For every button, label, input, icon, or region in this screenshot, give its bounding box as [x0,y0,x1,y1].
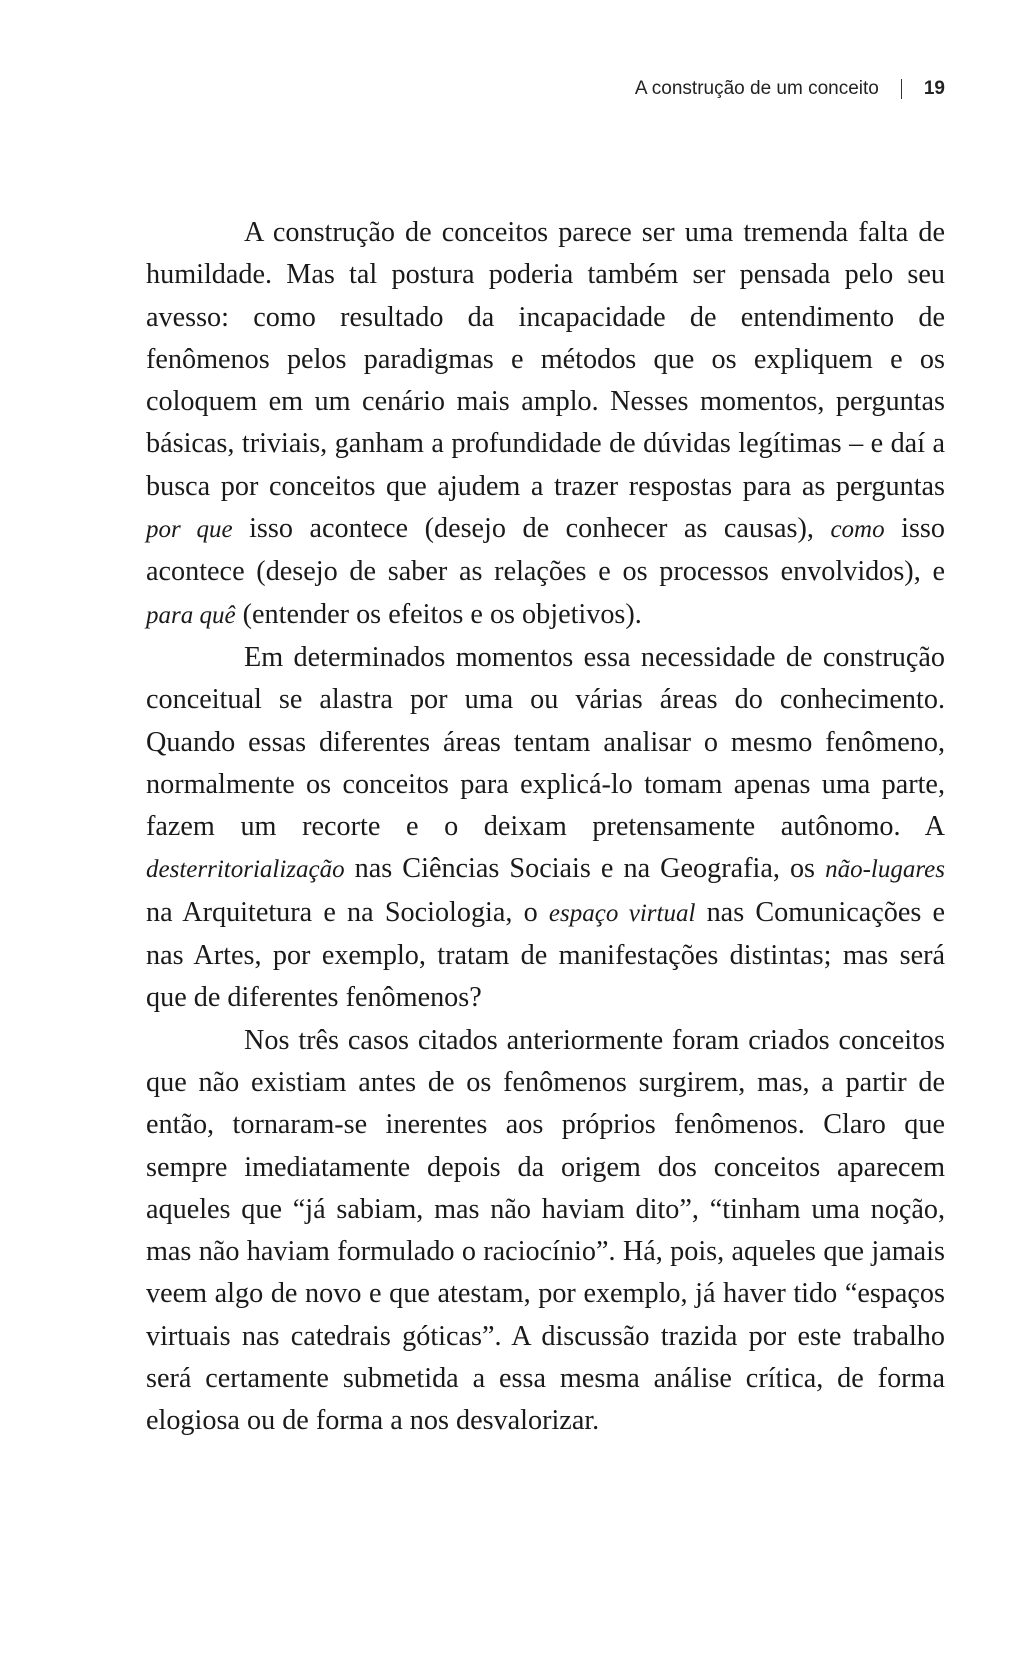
running-header [635,78,945,100]
running-title: A construção de um conceito [634,78,879,99]
italic-term: não-lugares [825,856,945,884]
paragraph-1 [146,212,945,637]
body-text [146,212,945,1443]
italic-term: por que [146,516,233,544]
text-run: A construção de conceitos parece ser uma tremenda falta de humildade. Mas tal postura poderia também ser pensada pelo seu avesso: como resultado da incapacidade de entendimento de fenômenos pelos paradigmas e métodos que os expliquem e os coloquem em um cenário mais amplo. Nesses momentos, perguntas básicas, triviais, ganham a profundidade de dúvidas legítimas – e daí a busca por conceitos que ajudem a trazer respostas para as perguntas [146,217,945,502]
paragraph-3: Nos três casos citados anteriormente foram criados conceitos que não existiam antes de os fenômenos surgirem, mas, a partir de então, tornaram-se inerentes aos próprios fenômenos. Claro que sempre imediatamente depois da origem dos conceitos aparecem aqueles que “já sabiam, mas não haviam dito”, “tinham uma noção, mas não haviam formulado o raciocínio”. Há, pois, aqueles que jamais veem algo de novo e que atestam, por exemplo, já haver tido “espaços virtuais nas catedrais góticas”. A discussão trazida por este trabalho será certamente submetida a essa mesma análise crítica, de forma elogiosa ou de forma a nos desvalorizar. [146,1024,945,1437]
text-run: nas Ciências Sociais e na Geografia, os [344,853,826,885]
text-run: Em determinados momentos essa necessidade de construção conceitual se alastra por uma ou várias áreas do conhecimento. Quando essas diferentes áreas tentam analisar o mesmo fenômeno, normalmente os conceitos para explicá-lo tomam apenas uma parte, fazem um recorte e o deixam pretensamente autônomo. A [146,641,945,843]
text-run: isso acontece (desejo de conhecer as causas), [232,513,831,545]
text-run: nas Comunicações e nas Artes, por exemplo, tratam de manifestações distintas; mas será que de diferentes fenômenos? [146,896,945,1014]
paragraph-2 [146,637,945,1020]
text-run: na Arquitetura e na Sociologia, o [146,896,549,928]
italic-term: como [830,516,885,544]
header-divider [901,79,902,99]
text-run: isso acontece (desejo de saber as relações e os processos envolvidos), e [146,513,945,588]
text-run: (entender os efeitos e os objetivos). [235,598,642,630]
italic-term: espaço virtual [548,899,696,927]
italic-term: desterritorialização [146,856,345,884]
page-number: 19 [923,78,945,99]
italic-term: para quê [146,601,236,629]
